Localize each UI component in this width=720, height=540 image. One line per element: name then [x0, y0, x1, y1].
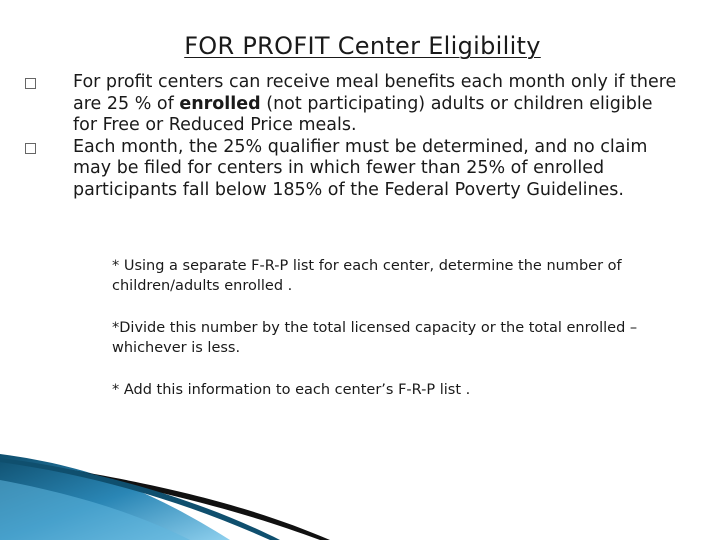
checkbox-bullet-icon: [25, 78, 36, 89]
bullet-text: Each month, the 25% qualifier must be determined, and no claim may be filed for centers in which fewer than 25% of enrolled participants fall below 185% of the Federal Poverty Guidelines.: [73, 136, 648, 200]
slide-title: FOR PROFIT Center Eligibility: [184, 32, 541, 60]
bullet-list: [20, 72, 680, 201]
notes-block: [112, 256, 692, 422]
note-item: * Add this information to each center’s F-R-P list .: [112, 382, 471, 398]
bullet-text-part: (not participating) adults or children eligible for Free or Reduced Price meals.: [73, 93, 653, 135]
bullet-item: [20, 72, 680, 137]
bullet-text-part: For profit centers can receive meal benefits each month only if there are 25 % of: [73, 72, 677, 114]
checkbox-bullet-icon: [25, 143, 36, 154]
note-item: *Divide this number by the total licensed capacity or the total enrolled – whichever is less.: [112, 320, 638, 356]
bullet-emphasis: enrolled: [179, 93, 261, 114]
note-item: * Using a separate F-R-P list for each center, determine the number of children/adults enrolled .: [112, 258, 622, 294]
bullet-item: [20, 137, 680, 202]
decorative-wave: [0, 440, 720, 540]
